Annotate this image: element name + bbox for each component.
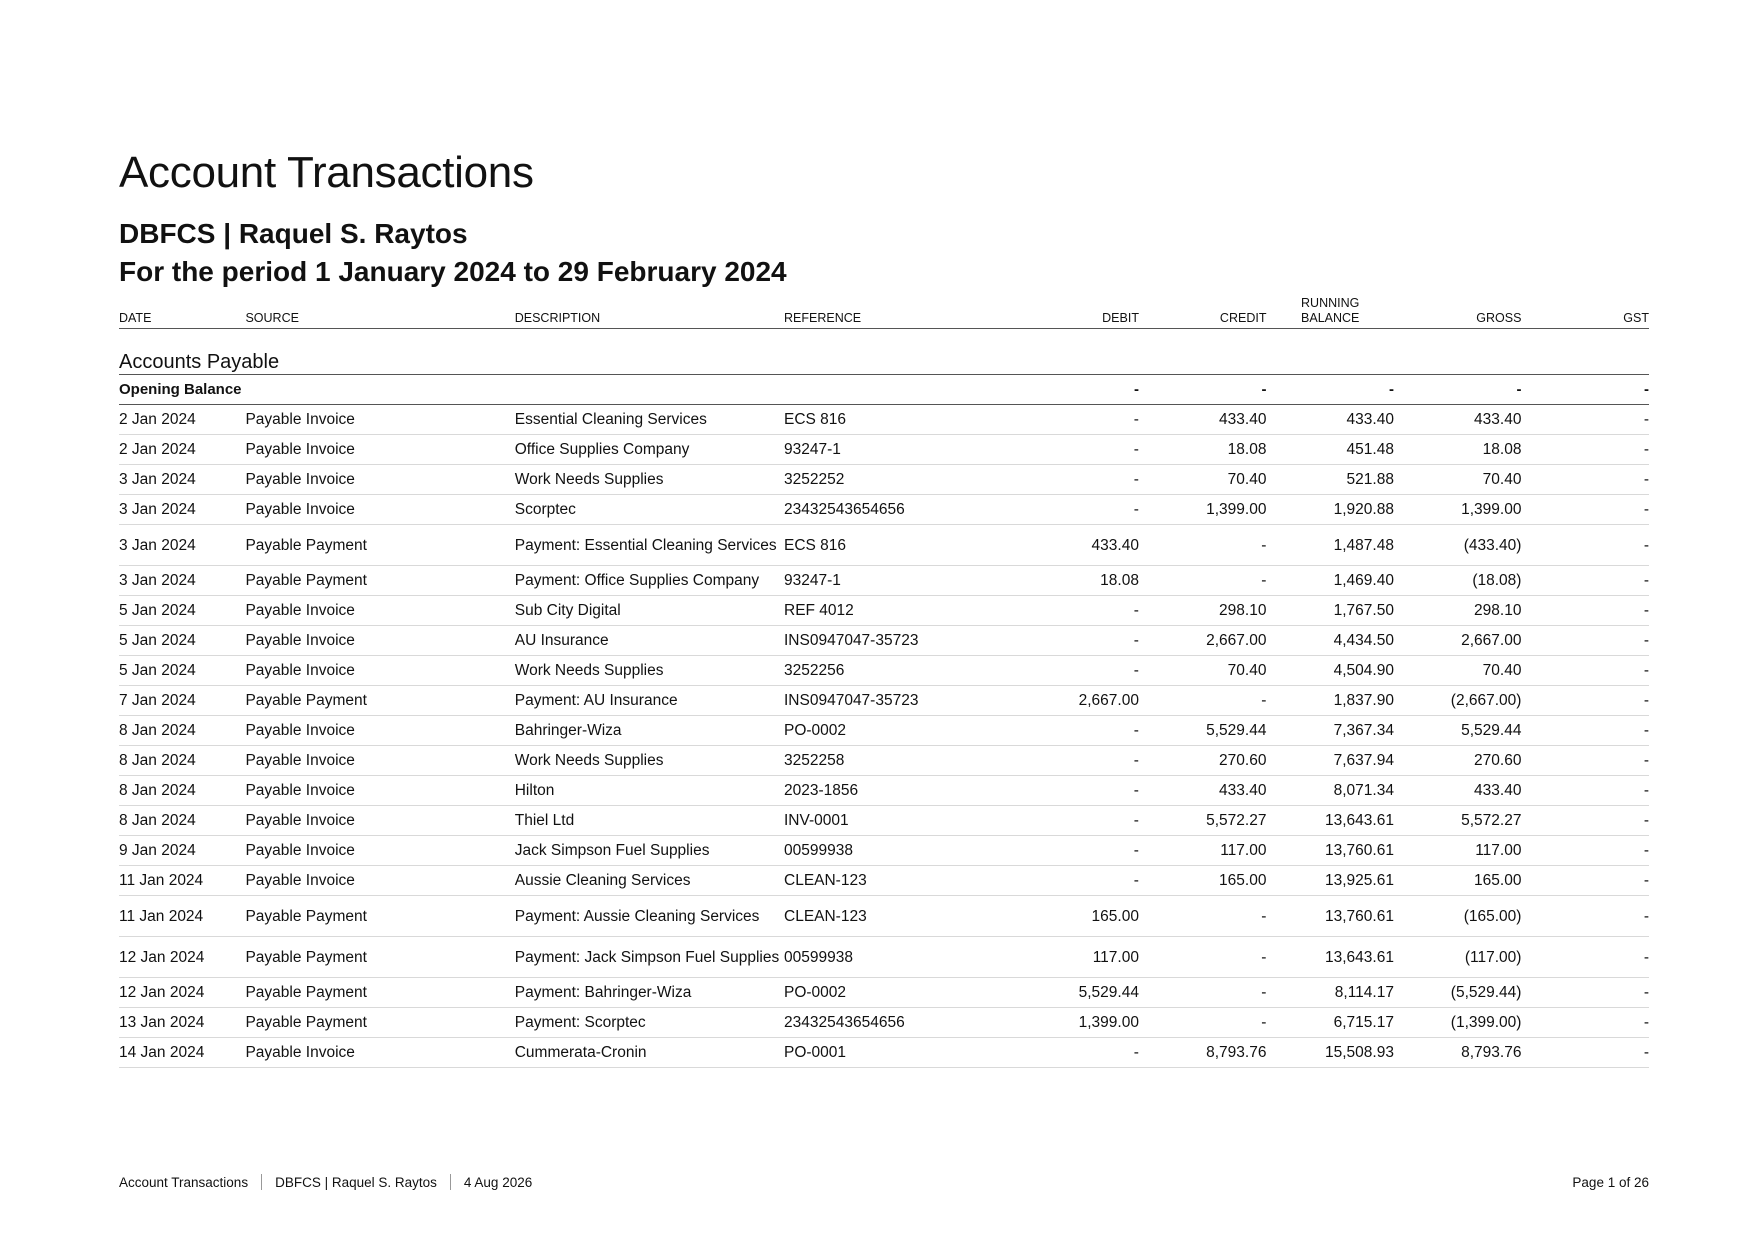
cell-credit: 2,667.00 [1139, 626, 1267, 656]
cell-debit: - [988, 836, 1139, 866]
table-row [119, 896, 1649, 937]
cell-source: Payable Payment [245, 1008, 514, 1038]
cell-running-balance: 521.88 [1266, 465, 1394, 495]
table-row [119, 776, 1649, 806]
transactions-table [119, 290, 1649, 1068]
report-page [119, 0, 1649, 1241]
cell-source: Payable Payment [245, 566, 514, 596]
cell-description: Payment: AU Insurance [515, 686, 784, 716]
organisation-line: DBFCS | Raquel S. Raytos [119, 218, 468, 249]
cell-running-balance: 6,715.17 [1266, 1008, 1394, 1038]
cell-gst: - [1521, 776, 1649, 806]
table-row [119, 465, 1649, 495]
cell-description: Jack Simpson Fuel Supplies [515, 836, 784, 866]
period-line: For the period 1 January 2024 to 29 February 2024 [119, 256, 787, 287]
cell-date: 11 Jan 2024 [119, 866, 245, 896]
cell-reference: PO-0001 [784, 1038, 988, 1068]
cell-running-balance: 1,837.90 [1266, 686, 1394, 716]
cell-gst: - [1521, 686, 1649, 716]
cell-date: 8 Jan 2024 [119, 746, 245, 776]
opening-balance-label: Opening Balance [119, 375, 988, 405]
cell-description: Scorptec [515, 495, 784, 525]
cell-gst: - [1521, 495, 1649, 525]
cell-gst: - [1521, 596, 1649, 626]
cell-gross: 2,667.00 [1394, 626, 1522, 656]
cell-running-balance: 13,925.61 [1266, 866, 1394, 896]
col-header-running-line1: RUNNING [1301, 296, 1360, 310]
cell-source: Payable Invoice [245, 746, 514, 776]
cell-credit: 18.08 [1139, 435, 1267, 465]
cell-reference: PO-0002 [784, 978, 988, 1008]
cell-credit: 433.40 [1139, 405, 1267, 435]
cell-gross: (5,529.44) [1394, 978, 1522, 1008]
opening-gst: - [1521, 375, 1649, 405]
cell-gross: 5,572.27 [1394, 806, 1522, 836]
cell-credit: - [1139, 896, 1267, 937]
cell-source: Payable Payment [245, 978, 514, 1008]
cell-gst: - [1521, 465, 1649, 495]
cell-source: Payable Invoice [245, 806, 514, 836]
cell-date: 12 Jan 2024 [119, 937, 245, 978]
cell-date: 3 Jan 2024 [119, 495, 245, 525]
footer-organisation: DBFCS | Raquel S. Raytos [275, 1174, 437, 1190]
cell-debit: - [988, 806, 1139, 836]
cell-running-balance: 13,760.61 [1266, 836, 1394, 866]
cell-gross: 298.10 [1394, 596, 1522, 626]
cell-gross: 117.00 [1394, 836, 1522, 866]
cell-gst: - [1521, 937, 1649, 978]
cell-description: Work Needs Supplies [515, 656, 784, 686]
cell-debit: 2,667.00 [988, 686, 1139, 716]
table-row [119, 716, 1649, 746]
cell-source: Payable Invoice [245, 716, 514, 746]
cell-source: Payable Invoice [245, 626, 514, 656]
table-row [119, 495, 1649, 525]
cell-gross: 70.40 [1394, 656, 1522, 686]
cell-gross: 433.40 [1394, 405, 1522, 435]
table-row [119, 525, 1649, 566]
cell-gst: - [1521, 1008, 1649, 1038]
cell-running-balance: 8,114.17 [1266, 978, 1394, 1008]
cell-running-balance: 1,469.40 [1266, 566, 1394, 596]
cell-reference: ECS 816 [784, 525, 988, 566]
cell-debit: - [988, 1038, 1139, 1068]
table-row [119, 978, 1649, 1008]
cell-credit: 70.40 [1139, 465, 1267, 495]
cell-debit: 5,529.44 [988, 978, 1139, 1008]
cell-source: Payable Invoice [245, 836, 514, 866]
cell-source: Payable Invoice [245, 866, 514, 896]
cell-gross: 70.40 [1394, 465, 1522, 495]
cell-source: Payable Payment [245, 937, 514, 978]
cell-date: 5 Jan 2024 [119, 626, 245, 656]
cell-running-balance: 7,637.94 [1266, 746, 1394, 776]
cell-running-balance: 15,508.93 [1266, 1038, 1394, 1068]
cell-running-balance: 1,487.48 [1266, 525, 1394, 566]
cell-date: 8 Jan 2024 [119, 776, 245, 806]
table-row [119, 806, 1649, 836]
cell-credit: - [1139, 525, 1267, 566]
cell-description: Payment: Office Supplies Company [515, 566, 784, 596]
cell-reference: 23432543654656 [784, 495, 988, 525]
cell-credit: 70.40 [1139, 656, 1267, 686]
cell-source: Payable Invoice [245, 656, 514, 686]
cell-reference: 3252256 [784, 656, 988, 686]
cell-gross: 18.08 [1394, 435, 1522, 465]
cell-source: Payable Payment [245, 686, 514, 716]
footer-report-name: Account Transactions [119, 1174, 249, 1190]
cell-running-balance: 8,071.34 [1266, 776, 1394, 806]
cell-gross: 1,399.00 [1394, 495, 1522, 525]
cell-gst: - [1521, 978, 1649, 1008]
cell-credit: 298.10 [1139, 596, 1267, 626]
cell-date: 7 Jan 2024 [119, 686, 245, 716]
table-row [119, 405, 1649, 435]
cell-gross: 270.60 [1394, 746, 1522, 776]
footer-divider [450, 1174, 451, 1190]
cell-gst: - [1521, 746, 1649, 776]
cell-credit: - [1139, 1008, 1267, 1038]
cell-running-balance: 7,367.34 [1266, 716, 1394, 746]
cell-source: Payable Invoice [245, 405, 514, 435]
footer-page-number: Page 1 of 26 [1572, 1174, 1649, 1190]
cell-reference: INV-0001 [784, 806, 988, 836]
cell-running-balance: 1,767.50 [1266, 596, 1394, 626]
report-title: Account Transactions [119, 148, 534, 197]
cell-gross: (117.00) [1394, 937, 1522, 978]
cell-reference: 00599938 [784, 937, 988, 978]
col-header-gross: GROSS [1394, 290, 1522, 329]
cell-gross: 8,793.76 [1394, 1038, 1522, 1068]
col-header-debit: DEBIT [988, 290, 1139, 329]
cell-description: Essential Cleaning Services [515, 405, 784, 435]
cell-debit: 165.00 [988, 896, 1139, 937]
cell-date: 11 Jan 2024 [119, 896, 245, 937]
cell-description: Thiel Ltd [515, 806, 784, 836]
cell-source: Payable Payment [245, 525, 514, 566]
table-row [119, 656, 1649, 686]
cell-gst: - [1521, 896, 1649, 937]
cell-reference: REF 4012 [784, 596, 988, 626]
opening-credit: - [1139, 375, 1267, 405]
cell-reference: 00599938 [784, 836, 988, 866]
cell-gross: 165.00 [1394, 866, 1522, 896]
cell-reference: CLEAN-123 [784, 896, 988, 937]
cell-running-balance: 4,504.90 [1266, 656, 1394, 686]
cell-reference: PO-0002 [784, 716, 988, 746]
cell-reference: 2023-1856 [784, 776, 988, 806]
cell-gst: - [1521, 525, 1649, 566]
cell-source: Payable Invoice [245, 776, 514, 806]
cell-debit: - [988, 656, 1139, 686]
table-header [119, 290, 1649, 329]
cell-description: Payment: Essential Cleaning Services [515, 525, 784, 566]
cell-credit: 1,399.00 [1139, 495, 1267, 525]
cell-date: 3 Jan 2024 [119, 566, 245, 596]
cell-credit: 433.40 [1139, 776, 1267, 806]
cell-credit: - [1139, 566, 1267, 596]
cell-gst: - [1521, 836, 1649, 866]
cell-gross: 5,529.44 [1394, 716, 1522, 746]
cell-reference: 3252252 [784, 465, 988, 495]
cell-credit: - [1139, 937, 1267, 978]
transaction-rows [119, 405, 1649, 1068]
col-header-description: DESCRIPTION [515, 290, 784, 329]
section-title: Accounts Payable [119, 329, 1649, 375]
table-row [119, 746, 1649, 776]
cell-reference: 3252258 [784, 746, 988, 776]
opening-gross: - [1394, 375, 1522, 405]
page-footer [119, 1172, 1649, 1192]
table-row [119, 1008, 1649, 1038]
cell-gst: - [1521, 806, 1649, 836]
cell-credit: 5,529.44 [1139, 716, 1267, 746]
opening-balance-row [119, 375, 1649, 405]
cell-gst: - [1521, 656, 1649, 686]
footer-date: 4 Aug 2026 [463, 1174, 533, 1190]
cell-source: Payable Invoice [245, 1038, 514, 1068]
cell-description: Work Needs Supplies [515, 465, 784, 495]
cell-description: Sub City Digital [515, 596, 784, 626]
cell-date: 9 Jan 2024 [119, 836, 245, 866]
table-row [119, 866, 1649, 896]
cell-date: 2 Jan 2024 [119, 435, 245, 465]
table-row [119, 937, 1649, 978]
cell-running-balance: 13,760.61 [1266, 896, 1394, 937]
cell-credit: - [1139, 978, 1267, 1008]
cell-gross: (433.40) [1394, 525, 1522, 566]
cell-running-balance: 433.40 [1266, 405, 1394, 435]
cell-running-balance: 4,434.50 [1266, 626, 1394, 656]
cell-credit: 165.00 [1139, 866, 1267, 896]
cell-debit: - [988, 746, 1139, 776]
cell-description: Bahringer-Wiza [515, 716, 784, 746]
cell-running-balance: 13,643.61 [1266, 937, 1394, 978]
cell-date: 5 Jan 2024 [119, 656, 245, 686]
cell-source: Payable Invoice [245, 495, 514, 525]
cell-date: 3 Jan 2024 [119, 525, 245, 566]
cell-gross: (1,399.00) [1394, 1008, 1522, 1038]
cell-credit: 270.60 [1139, 746, 1267, 776]
cell-reference: 93247-1 [784, 566, 988, 596]
cell-reference: 23432543654656 [784, 1008, 988, 1038]
cell-debit: - [988, 626, 1139, 656]
cell-reference: 93247-1 [784, 435, 988, 465]
cell-gst: - [1521, 626, 1649, 656]
cell-debit: 1,399.00 [988, 1008, 1139, 1038]
cell-description: Office Supplies Company [515, 435, 784, 465]
table-row [119, 626, 1649, 656]
cell-date: 3 Jan 2024 [119, 465, 245, 495]
cell-debit: - [988, 495, 1139, 525]
cell-reference: ECS 816 [784, 405, 988, 435]
cell-description: Cummerata-Cronin [515, 1038, 784, 1068]
cell-source: Payable Payment [245, 896, 514, 937]
cell-credit: 117.00 [1139, 836, 1267, 866]
cell-source: Payable Invoice [245, 465, 514, 495]
cell-reference: INS0947047-35723 [784, 626, 988, 656]
opening-debit: - [988, 375, 1139, 405]
cell-running-balance: 1,920.88 [1266, 495, 1394, 525]
cell-source: Payable Invoice [245, 435, 514, 465]
cell-description: Aussie Cleaning Services [515, 866, 784, 896]
col-header-reference: REFERENCE [784, 290, 988, 329]
cell-description: Work Needs Supplies [515, 746, 784, 776]
cell-description: Payment: Scorptec [515, 1008, 784, 1038]
cell-date: 8 Jan 2024 [119, 716, 245, 746]
cell-debit: - [988, 435, 1139, 465]
cell-gross: 433.40 [1394, 776, 1522, 806]
cell-date: 8 Jan 2024 [119, 806, 245, 836]
cell-description: Payment: Bahringer-Wiza [515, 978, 784, 1008]
cell-gst: - [1521, 866, 1649, 896]
cell-credit: 8,793.76 [1139, 1038, 1267, 1068]
col-header-gst: GST [1521, 290, 1649, 329]
cell-debit: 18.08 [988, 566, 1139, 596]
col-header-credit: CREDIT [1139, 290, 1267, 329]
cell-source: Payable Invoice [245, 596, 514, 626]
table-row [119, 1038, 1649, 1068]
cell-reference: INS0947047-35723 [784, 686, 988, 716]
cell-date: 12 Jan 2024 [119, 978, 245, 1008]
table-row [119, 686, 1649, 716]
section-header [119, 329, 1649, 405]
cell-date: 2 Jan 2024 [119, 405, 245, 435]
cell-credit: - [1139, 686, 1267, 716]
cell-debit: 433.40 [988, 525, 1139, 566]
cell-debit: - [988, 716, 1139, 746]
cell-gross: (2,667.00) [1394, 686, 1522, 716]
cell-date: 5 Jan 2024 [119, 596, 245, 626]
table-row [119, 836, 1649, 866]
col-header-source: SOURCE [245, 290, 514, 329]
cell-credit: 5,572.27 [1139, 806, 1267, 836]
cell-debit: 117.00 [988, 937, 1139, 978]
cell-gross: (18.08) [1394, 566, 1522, 596]
col-header-running-balance [1266, 290, 1394, 329]
cell-debit: - [988, 405, 1139, 435]
col-header-running-line2: BALANCE [1301, 311, 1360, 325]
cell-gst: - [1521, 435, 1649, 465]
cell-description: Hilton [515, 776, 784, 806]
cell-debit: - [988, 776, 1139, 806]
table-row [119, 435, 1649, 465]
cell-description: AU Insurance [515, 626, 784, 656]
cell-description: Payment: Aussie Cleaning Services [515, 896, 784, 937]
cell-gross: (165.00) [1394, 896, 1522, 937]
cell-debit: - [988, 465, 1139, 495]
table-row [119, 596, 1649, 626]
cell-debit: - [988, 596, 1139, 626]
cell-date: 14 Jan 2024 [119, 1038, 245, 1068]
cell-gst: - [1521, 405, 1649, 435]
cell-running-balance: 13,643.61 [1266, 806, 1394, 836]
cell-description: Payment: Jack Simpson Fuel Supplies [515, 937, 784, 978]
cell-reference: CLEAN-123 [784, 866, 988, 896]
cell-gst: - [1521, 1038, 1649, 1068]
col-header-date: DATE [119, 290, 245, 329]
cell-running-balance: 451.48 [1266, 435, 1394, 465]
opening-running: - [1266, 375, 1394, 405]
cell-gst: - [1521, 566, 1649, 596]
footer-divider [261, 1174, 262, 1190]
cell-debit: - [988, 866, 1139, 896]
table-row [119, 566, 1649, 596]
cell-gst: - [1521, 716, 1649, 746]
cell-date: 13 Jan 2024 [119, 1008, 245, 1038]
